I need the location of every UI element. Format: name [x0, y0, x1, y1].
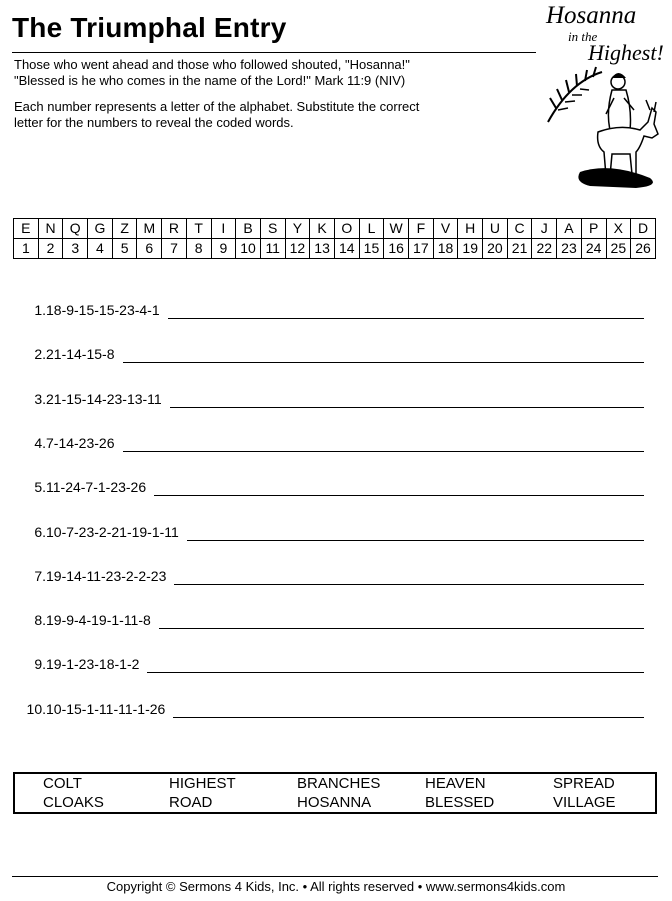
coded-word: 7-14-23-26	[46, 435, 115, 451]
hosanna-illustration	[540, 2, 666, 192]
word-bank-item: ROAD	[169, 794, 213, 811]
cipher-number: 1	[14, 239, 39, 259]
question-row	[16, 568, 644, 588]
question-row	[16, 701, 644, 721]
cipher-letter: Z	[112, 219, 137, 239]
question-row	[16, 612, 644, 632]
answer-line[interactable]	[187, 540, 644, 541]
question-row	[16, 524, 644, 544]
cipher-letter: T	[186, 219, 211, 239]
question-row	[16, 391, 644, 411]
coded-word: 21-14-15-8	[46, 346, 115, 362]
cipher-letter: N	[38, 219, 63, 239]
cipher-number: 23	[557, 239, 582, 259]
cipher-number: 3	[63, 239, 88, 259]
instructions-line-2: letter for the numbers to reveal the coded words.	[14, 115, 294, 130]
instructions	[14, 99, 534, 131]
word-bank-item: COLT	[43, 775, 82, 792]
cipher-letter: P	[581, 219, 606, 239]
question-row	[16, 479, 644, 499]
word-bank-item: HEAVEN	[425, 775, 486, 792]
bible-verse	[14, 57, 534, 89]
word-bank-item: HOSANNA	[297, 794, 372, 811]
verse-line-1: Those who went ahead and those who followed shouted, "Hosanna!"	[14, 57, 410, 72]
illustration-title-in-the: in the	[568, 29, 598, 44]
cipher-letter: S	[260, 219, 285, 239]
page-title: The Triumphal Entry	[12, 12, 287, 43]
answer-line[interactable]	[173, 717, 644, 718]
cipher-letter: D	[631, 219, 656, 239]
question-row	[16, 435, 644, 455]
word-bank-item: BLESSED	[425, 794, 495, 811]
cipher-number: 10	[236, 239, 261, 259]
answer-line[interactable]	[174, 584, 644, 585]
cipher-number: 16	[384, 239, 409, 259]
word-bank	[13, 772, 657, 814]
coded-word: 19-14-11-23-2-2-23	[46, 568, 167, 584]
cipher-number: 22	[532, 239, 557, 259]
coded-word: 10-15-1-11-11-1-26	[46, 701, 166, 717]
cipher-number: 24	[581, 239, 606, 259]
illustration-title-highest: Highest!	[588, 40, 664, 65]
answer-line[interactable]	[123, 451, 644, 452]
question-number: 5.	[34, 479, 46, 495]
cipher-number: 19	[458, 239, 483, 259]
cipher-letter: C	[507, 219, 532, 239]
answer-line[interactable]	[154, 495, 644, 496]
cipher-letter: Q	[63, 219, 88, 239]
question-number: 1.	[34, 302, 46, 318]
coded-word: 18-9-15-15-23-4-1	[46, 302, 160, 318]
cipher-number: 8	[186, 239, 211, 259]
question-number: 6.	[34, 524, 46, 540]
cipher-number: 20	[483, 239, 508, 259]
cipher-letter: I	[211, 219, 236, 239]
coded-word: 10-7-23-2-21-19-1-11	[46, 524, 179, 540]
question-number: 7.	[34, 568, 46, 584]
cipher-letter: A	[557, 219, 582, 239]
cipher-letter: M	[137, 219, 162, 239]
question-number: 8.	[34, 612, 46, 628]
cipher-letters-row	[14, 219, 656, 239]
copyright-footer: Copyright © Sermons 4 Kids, Inc. • All rights reserved • www.sermons4kids.com	[106, 879, 566, 894]
word-bank-item: VILLAGE	[553, 794, 616, 811]
cipher-letter: U	[483, 219, 508, 239]
answer-line[interactable]	[170, 407, 644, 408]
coded-word: 19-9-4-19-1-11-8	[46, 612, 151, 628]
illustration-title-hosanna: Hosanna	[546, 2, 637, 29]
answer-line[interactable]	[168, 318, 644, 319]
word-bank-item: SPREAD	[553, 775, 615, 792]
instructions-line-1: Each number represents a letter of the alphabet. Substitute the correct	[14, 99, 420, 114]
cipher-letter: O	[334, 219, 359, 239]
cipher-letter: W	[384, 219, 409, 239]
cipher-key	[13, 218, 656, 259]
cipher-letter: H	[458, 219, 483, 239]
cipher-letter: K	[310, 219, 335, 239]
cipher-number: 15	[359, 239, 384, 259]
cipher-numbers-row	[14, 239, 656, 259]
cipher-letter: Y	[285, 219, 310, 239]
question-number: 10.	[26, 701, 46, 717]
question-row	[16, 656, 644, 676]
cipher-letter: X	[606, 219, 631, 239]
footer-divider	[12, 876, 658, 877]
cipher-number: 17	[409, 239, 434, 259]
question-number: 9.	[34, 656, 46, 672]
cipher-letter: R	[162, 219, 187, 239]
coded-word: 19-1-23-18-1-2	[46, 656, 140, 672]
cipher-letter: G	[88, 219, 113, 239]
jesus-on-donkey-icon	[540, 2, 666, 192]
cipher-number: 18	[433, 239, 458, 259]
question-number: 2.	[34, 346, 46, 362]
answer-line[interactable]	[159, 628, 644, 629]
question-row	[16, 302, 644, 322]
cipher-number: 11	[260, 239, 285, 259]
cipher-letter: F	[409, 219, 434, 239]
question-number: 4.	[34, 435, 46, 451]
cipher-number: 7	[162, 239, 187, 259]
word-bank-item: BRANCHES	[297, 775, 381, 792]
cipher-number: 9	[211, 239, 236, 259]
cipher-number: 21	[507, 239, 532, 259]
coded-word: 11-24-7-1-23-26	[46, 479, 147, 495]
cipher-letter: E	[14, 219, 39, 239]
word-bank-item: HIGHEST	[169, 775, 236, 792]
answer-line[interactable]	[147, 672, 644, 673]
cipher-number: 14	[334, 239, 359, 259]
cipher-number: 12	[285, 239, 310, 259]
cipher-letter: J	[532, 219, 557, 239]
title-divider	[12, 52, 536, 53]
answer-line[interactable]	[123, 362, 644, 363]
word-bank-item: CLOAKS	[43, 794, 104, 811]
cipher-number: 25	[606, 239, 631, 259]
cipher-letter: L	[359, 219, 384, 239]
cipher-number: 2	[38, 239, 63, 259]
cipher-letter: V	[433, 219, 458, 239]
question-row	[16, 346, 644, 366]
cipher-number: 6	[137, 239, 162, 259]
cipher-number: 4	[88, 239, 113, 259]
cipher-letter: B	[236, 219, 261, 239]
verse-line-2: "Blessed is he who comes in the name of the Lord!" Mark 11:9 (NIV)	[14, 73, 406, 88]
cipher-number: 5	[112, 239, 137, 259]
cipher-number: 13	[310, 239, 335, 259]
question-number: 3.	[34, 391, 46, 407]
coded-word: 21-15-14-23-13-11	[46, 391, 162, 407]
cipher-number: 26	[631, 239, 656, 259]
